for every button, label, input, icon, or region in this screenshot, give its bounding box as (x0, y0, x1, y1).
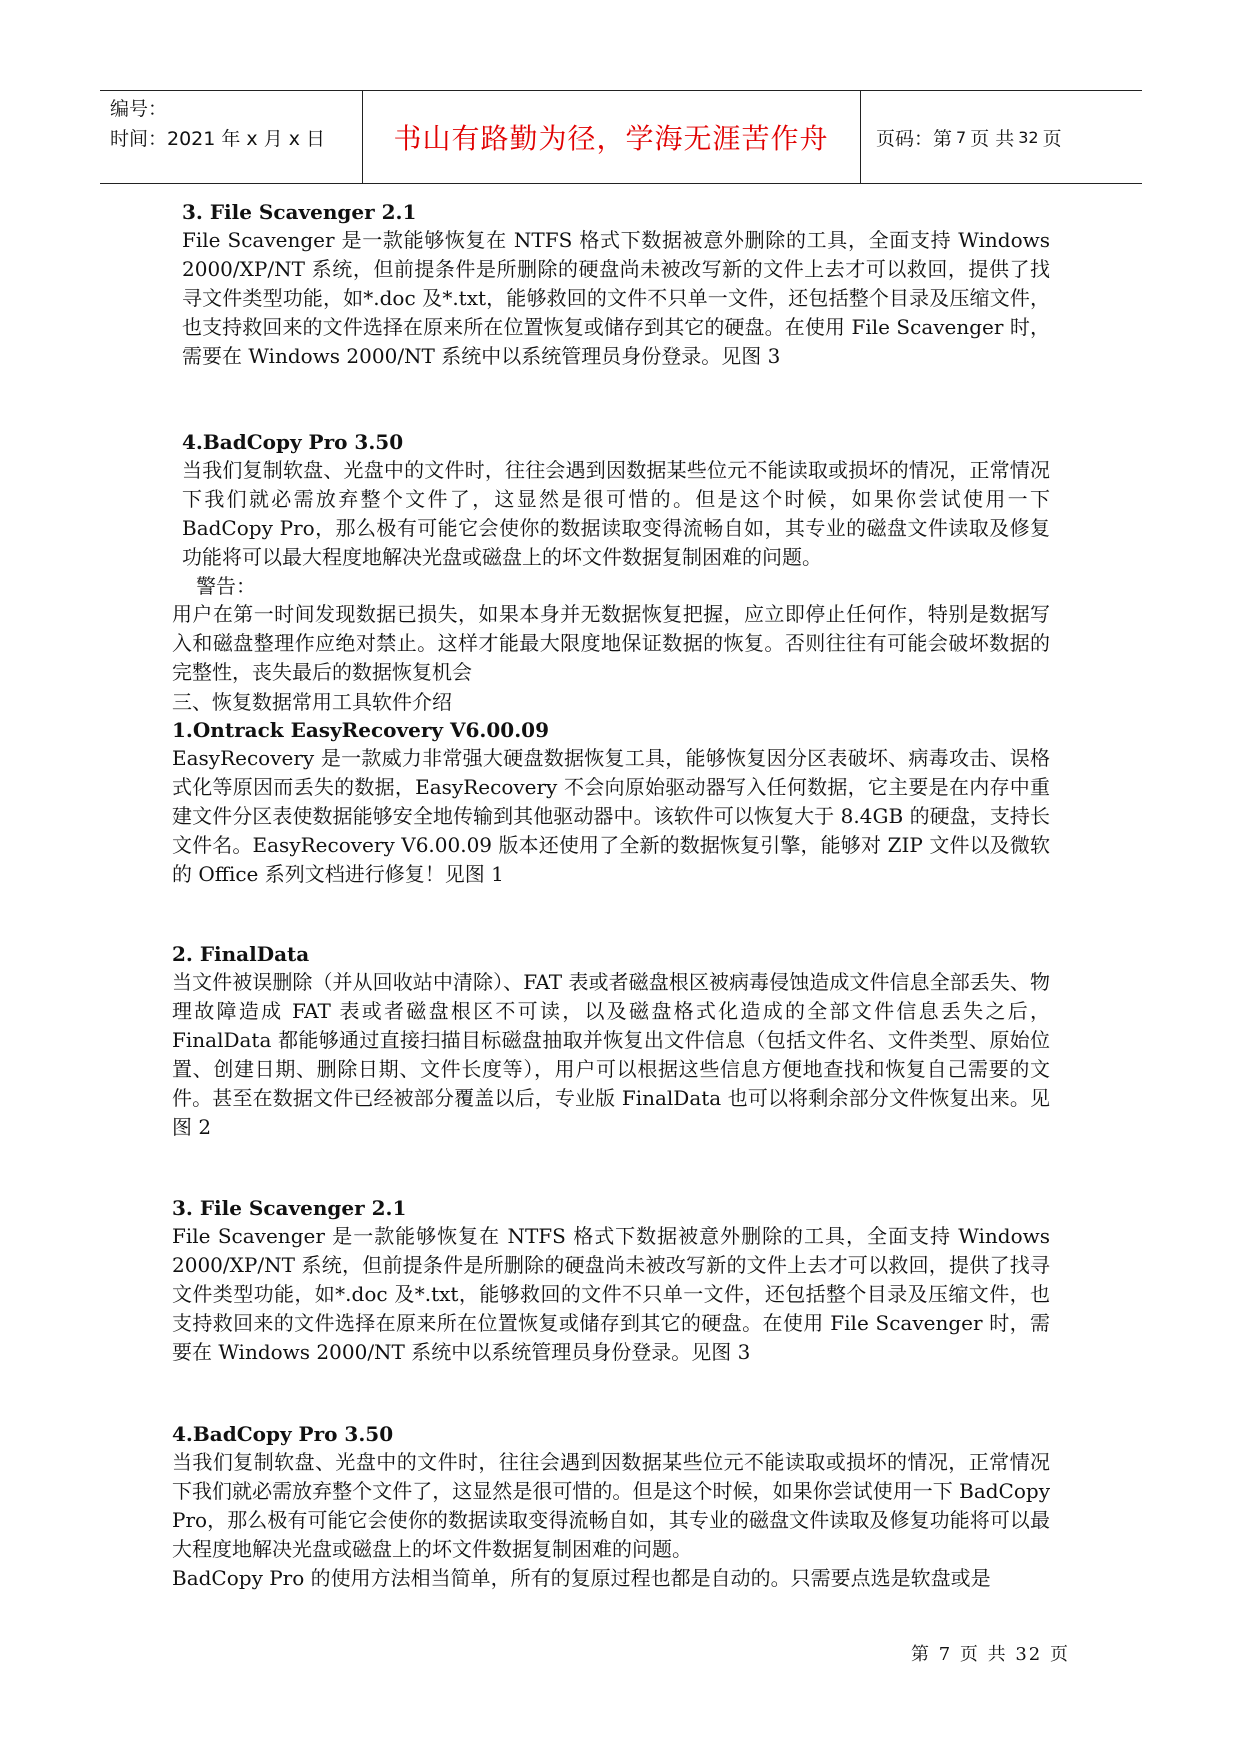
page-footer (900, 1640, 1070, 1666)
paragraph: File Scavenger 是一款能够恢复在 NTFS 格式下数据被意外删除的工具，全面支持 Windows 2000/XP/NT 系统，但前提条件是所删除的硬盘尚未被改写新的文件上去才可以救回，提供了找寻文件类型功能，如*.doc 及*.txt，能够救回的文件不只单一文件，还包括整个目录及压缩文件，也支持救回来的文件选择在原来所在位置恢复或储存到其它的硬盘。在使用 File Scavenger 时，需要在 Windows 2000/NT 系统中以系统管理员身份登录。见图 3 (172, 1224, 1050, 1364)
section-heading: 4.BadCopy Pro 3.50 (172, 1422, 394, 1446)
page-prefix: 页码：第 (876, 127, 953, 150)
header-motto: 书山有路勤为径，学海无涯苦作舟 (393, 122, 829, 155)
page-total: 32 (1018, 127, 1039, 147)
section-heading: 1.Ontrack EasyRecovery V6.00.09 (172, 718, 550, 742)
paragraph: 当我们复制软盘、光盘中的文件时，往往会遇到因数据某些位元不能读取或损坏的情况，正常情况下我们就必需放弃整个文件了，这显然是很可惜的。但是这个时候，如果你尝试使用一下 BadCopy Pro，那么极有可能它会使你的数据读取变得流畅自如，其专业的磁盘文件读取及修复功能将可以最大程度地解决光盘或磁盘上的坏文件数据复制困难的问题。 (182, 458, 1050, 569)
paragraph: 当文件被误删除（并从回收站中清除）、FAT 表或者磁盘根区被病毒侵蚀造成文件信息全部丢失、物理故障造成 FAT 表或者磁盘根区不可读，以及磁盘格式化造成的全部文件信息丢失之后，FinalData 都能够通过直接扫描目标磁盘抽取并恢复出文件信息（包括文件名、文件类型、原始位置、创建日期、删除日期、文件长度等），用户可以根据这些信息方便地查找和恢复自己需要的文件。甚至在数据文件已经被部分覆盖以后，专业版 FinalData 也可以将剩余部分文件恢复出来。见图 2 (172, 970, 1050, 1139)
footer-suffix: 页 (1050, 1644, 1070, 1665)
paragraph: EasyRecovery 是一款威力非常强大硬盘数据恢复工具，能够恢复因分区表破坏、病毒攻击、误格式化等原因而丢失的数据，EasyRecovery 不会向原始驱动器写入任何数据，它主要是在内存中重建文件分区表使数据能够安全地传输到其他驱动器中。该软件可以恢复大于 8.4GB 的硬盘，支持长文件名。EasyRecovery V6.00.09 版本还使用了全新的数据恢复引擎，能够对 ZIP 文件以及微软的 Office 系列文档进行修复！见图 1 (172, 746, 1050, 886)
page-suffix: 页 (1042, 127, 1062, 150)
footer-mid: 页 共 (959, 1644, 1008, 1665)
section-heading: 4.BadCopy Pro 3.50 (182, 430, 404, 454)
document-header (100, 90, 1142, 184)
section-heading: 2. FinalData (172, 942, 310, 966)
paragraph: BadCopy Pro 的使用方法相当简单，所有的复原过程也都是自动的。只需要点选是软盘或是 (172, 1566, 991, 1590)
footer-current: 7 (938, 1644, 953, 1665)
section-title: 三、恢复数据常用工具软件介绍 (172, 690, 452, 714)
header-meta (110, 94, 325, 154)
footer-prefix: 第 (910, 1644, 931, 1665)
paragraph: 用户在第一时间发现数据已损失，如果本身并无数据恢复把握，应立即停止任何作，特别是数据写入和磁盘整理作应绝对禁止。这样才能最大限度地保证数据的恢复。否则往往有可能会破坏数据的完整性，丧失最后的数据恢复机会 (172, 602, 1050, 684)
header-page-number (866, 90, 1142, 184)
warning-label: 警告： (196, 574, 256, 598)
section-heading: 3. File Scavenger 2.1 (172, 1196, 407, 1220)
paragraph: File Scavenger 是一款能够恢复在 NTFS 格式下数据被意外删除的工具，全面支持 Windows 2000/XP/NT 系统，但前提条件是所删除的硬盘尚未被改写新的文件上去才可以救回，提供了找寻文件类型功能，如*.doc 及*.txt，能够救回的文件不只单一文件，还包括整个目录及压缩文件，也支持救回来的文件选择在原来所在位置恢复或储存到其它的硬盘。在使用 File Scavenger 时，需要在 Windows 2000/NT 系统中以系统管理员身份登录。见图 3 (182, 228, 1050, 368)
paragraph: 当我们复制软盘、光盘中的文件时，往往会遇到因数据某些位元不能读取或损坏的情况，正常情况下我们就必需放弃整个文件了，这显然是很可惜的。但是这个时候，如果你尝试使用一下 BadCopy Pro，那么极有可能它会使你的数据读取变得流畅自如，其专业的磁盘文件读取及修复功能将可以最大程度地解决光盘或磁盘上的坏文件数据复制困难的问题。 (172, 1450, 1050, 1561)
page-current: 7 (956, 127, 967, 147)
section-heading: 3. File Scavenger 2.1 (182, 200, 417, 224)
header-divider-right (860, 90, 861, 184)
header-divider-left (362, 90, 363, 184)
footer-total: 32 (1015, 1644, 1043, 1665)
number-label: 编号： (110, 98, 168, 120)
time-label: 时间：2021 年 x 月 x 日 (110, 128, 326, 150)
page-mid: 页 共 (970, 127, 1015, 150)
